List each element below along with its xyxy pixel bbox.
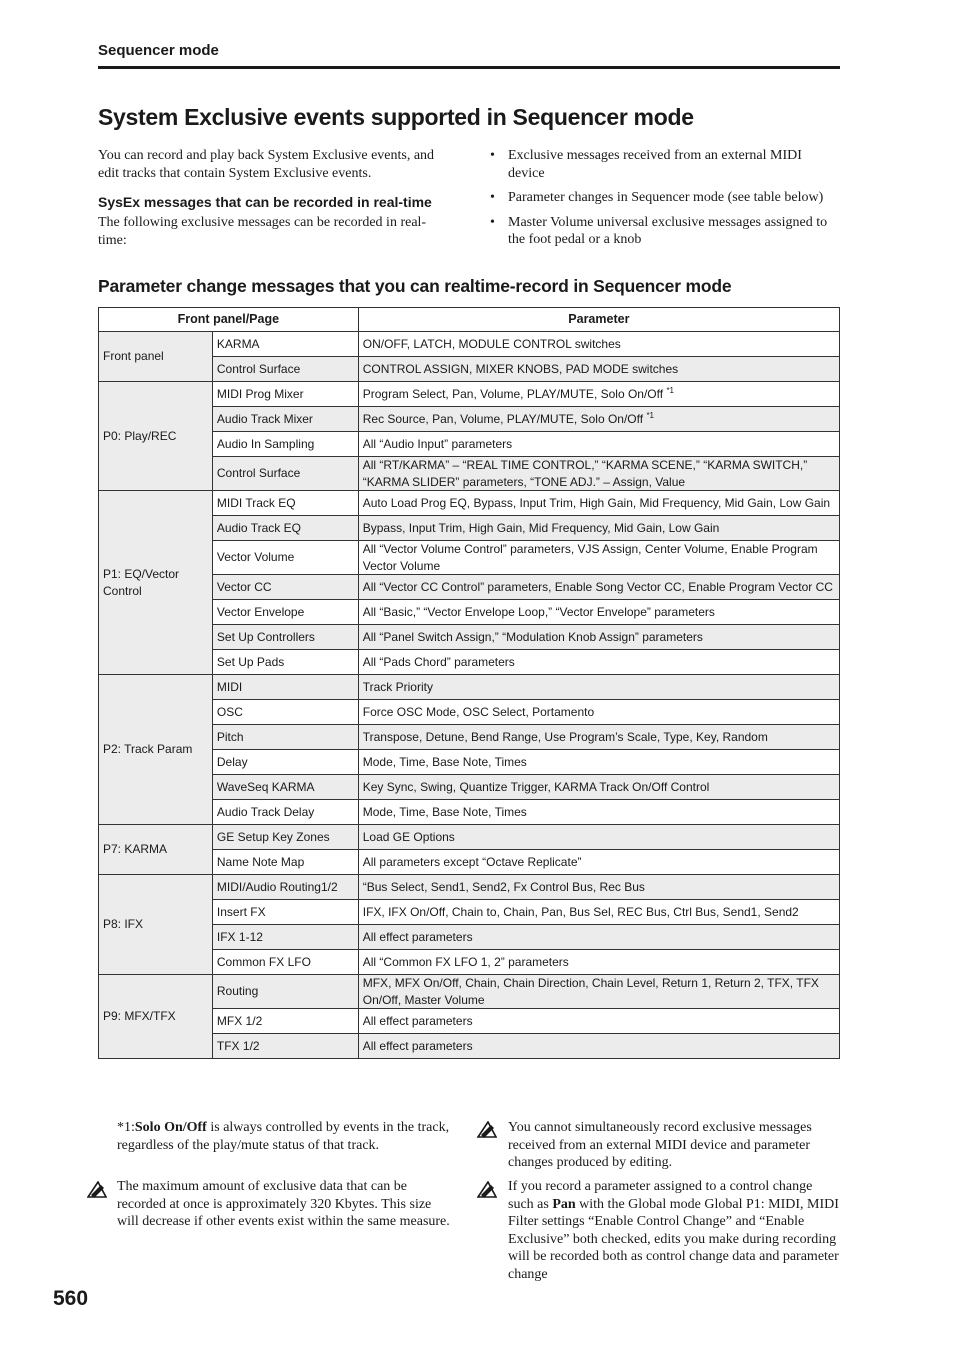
footnote-ref: *1 xyxy=(646,410,654,420)
parameter-text: ON/OFF, LATCH, MODULE CONTROL switches xyxy=(362,336,621,351)
parameter-cell xyxy=(358,925,839,950)
page-cell: Pitch xyxy=(212,725,358,750)
parameter-cell xyxy=(358,875,839,900)
parameter-cell xyxy=(358,775,839,800)
parameter-text: All effect parameters xyxy=(362,1038,473,1053)
page-cell: MFX 1/2 xyxy=(212,1009,358,1034)
parameter-text: Force OSC Mode, OSC Select, Portamento xyxy=(362,704,595,719)
bullet-item: • Exclusive messages received from an external MIDI device xyxy=(490,147,840,182)
footnote-mark: *1: xyxy=(117,1120,135,1135)
parameter-text: Load GE Options xyxy=(362,829,455,844)
note-text-bold: Pan xyxy=(552,1196,576,1212)
page-cell: Set Up Controllers xyxy=(212,625,358,650)
table-row xyxy=(99,382,840,407)
group-cell: P8: IFX xyxy=(99,875,213,975)
page-cell: Control Surface xyxy=(212,457,358,491)
parameter-cell xyxy=(358,1034,839,1059)
page-cell: Audio Track EQ xyxy=(212,516,358,541)
parameter-text: All “Vector CC Control” parameters, Enable Song Vector CC, Enable Program Vector CC xyxy=(362,579,833,594)
parameter-text: IFX, IFX On/Off, Chain to, Chain, Pan, Bus Sel, REC Bus, Ctrl Bus, Send1, Send2 xyxy=(362,904,799,919)
page-cell: MIDI xyxy=(212,675,358,700)
parameter-cell xyxy=(358,650,839,675)
group-cell: P7: KARMA xyxy=(99,825,213,875)
page-cell: Delay xyxy=(212,750,358,775)
parameter-cell xyxy=(358,407,839,432)
table-row xyxy=(99,975,840,1009)
group-cell: P9: MFX/TFX xyxy=(99,975,213,1059)
parameter-cell xyxy=(358,975,839,1009)
parameter-cell xyxy=(358,457,839,491)
parameter-text: Key Sync, Swing, Quantize Trigger, KARMA Track On/Off Control xyxy=(362,779,710,794)
parameter-cell xyxy=(358,575,839,600)
intro-subparagraph: The following exclusive messages can be recorded in real-time: xyxy=(98,215,427,248)
parameter-text: MFX, MFX On/Off, Chain, Chain Direction, Chain Level, Return 1, Return 2, TFX, TFX On/Off, Master Volume xyxy=(362,976,819,1007)
footnote-body: is always controlled by events in the track, regardless of the play/mute status of that track. xyxy=(117,1120,450,1153)
parameter-cell xyxy=(358,750,839,775)
parameter-cell xyxy=(358,332,839,357)
parameter-text: All “RT/KARMA” – “REAL TIME CONTROL,” “KARMA SCENE,” “KARMA SWITCH,” “KARMA SLIDER” parameters, “TONE ADJ.” – Assign, Value xyxy=(362,458,808,489)
parameter-text: Bypass, Input Trim, High Gain, Mid Frequency, Mid Gain, Low Gain xyxy=(362,520,720,535)
table-row xyxy=(99,675,840,700)
page-cell: WaveSeq KARMA xyxy=(212,775,358,800)
parameter-text: All parameters except “Octave Replicate” xyxy=(362,854,582,869)
page-cell: KARMA xyxy=(212,332,358,357)
table-row xyxy=(99,491,840,516)
parameter-cell xyxy=(358,825,839,850)
parameter-cell xyxy=(358,700,839,725)
group-cell: P1: EQ/Vector Control xyxy=(99,491,213,675)
parameter-text: Transpose, Detune, Bend Range, Use Program’s Scale, Type, Key, Random xyxy=(362,729,768,744)
parameter-text: All “Pads Chord” parameters xyxy=(362,654,515,669)
bullet-item: • Master Volume universal exclusive messages assigned to the foot pedal or a knob xyxy=(490,214,840,249)
pencil-caution-icon xyxy=(477,1121,497,1138)
intro-column xyxy=(98,147,453,249)
parameter-table xyxy=(98,307,840,1059)
page-cell: Audio Track Delay xyxy=(212,800,358,825)
page-cell: Vector CC xyxy=(212,575,358,600)
parameter-text: All “Panel Switch Assign,” “Modulation Knob Assign” parameters xyxy=(362,629,703,644)
parameter-text: Program Select, Pan, Volume, PLAY/MUTE, Solo On/Off xyxy=(362,386,664,401)
page-cell: Audio Track Mixer xyxy=(212,407,358,432)
bullet-item: • Parameter changes in Sequencer mode (see table below) xyxy=(490,189,840,207)
parameter-cell xyxy=(358,541,839,575)
parameter-text: Mode, Time, Base Note, Times xyxy=(362,754,527,769)
intro-subheading: SysEx messages that can be recorded in real-time xyxy=(98,194,432,210)
parameter-cell xyxy=(358,516,839,541)
parameter-text: CONTROL ASSIGN, MIXER KNOBS, PAD MODE switches xyxy=(362,361,679,376)
page-cell: Vector Volume xyxy=(212,541,358,575)
page-cell: GE Setup Key Zones xyxy=(212,825,358,850)
note-text: The maximum amount of exclusive data that can be recorded at once is approximately 320 Kbytes. This size will decrease if other events exist within the same measure. xyxy=(117,1179,450,1230)
table-header-row xyxy=(99,308,840,332)
parameter-text: Auto Load Prog EQ, Bypass, Input Trim, High Gain, Mid Frequency, Mid Gain, Low Gain xyxy=(362,495,831,510)
table-heading: Parameter change messages that you can realtime-record in Sequencer mode xyxy=(98,276,732,296)
footnote-ref: *1 xyxy=(666,385,674,395)
group-cell: P0: Play/REC xyxy=(99,382,213,491)
note-text: You cannot simultaneously record exclusive messages received from an external MIDI device and parameter changes produced by editing. xyxy=(508,1120,812,1171)
table-row xyxy=(99,875,840,900)
bullet-list xyxy=(490,147,840,256)
footnote-text xyxy=(117,1119,452,1154)
parameter-text: All effect parameters xyxy=(362,1013,473,1028)
footnote-term: Solo On/Off xyxy=(134,1120,207,1135)
page-cell: MIDI Prog Mixer xyxy=(212,382,358,407)
page-cell: Control Surface xyxy=(212,357,358,382)
page-cell: OSC xyxy=(212,700,358,725)
table-row xyxy=(99,825,840,850)
parameter-text: Track Priority xyxy=(362,679,433,694)
parameter-text: “Bus Select, Send1, Send2, Fx Control Bus, Rec Bus xyxy=(362,879,645,894)
group-cell: Front panel xyxy=(99,332,213,382)
parameter-cell xyxy=(358,800,839,825)
note-simultaneous-recording xyxy=(508,1119,840,1172)
page-title: System Exclusive events supported in Sequencer mode xyxy=(98,104,694,130)
page-cell: Insert FX xyxy=(212,900,358,925)
page-cell: MIDI Track EQ xyxy=(212,491,358,516)
parameter-text: All “Common FX LFO 1, 2” parameters xyxy=(362,954,569,969)
page-cell: Routing xyxy=(212,975,358,1009)
note-text-pre: If you record a parameter assigned to a control change such as xyxy=(508,1179,813,1212)
table-body xyxy=(99,332,840,1059)
note-text-post: with the Global mode Global P1: MIDI, MIDI Filter settings “Enable Control Change” and “Enable Exclusive” both checked, edits you make during recording will be recorded both as control change data and parameter change xyxy=(508,1196,839,1282)
note-text xyxy=(508,1178,840,1284)
pencil-caution-icon xyxy=(477,1181,497,1198)
page-cell: Audio In Sampling xyxy=(212,432,358,457)
page-cell: IFX 1-12 xyxy=(212,925,358,950)
column-header-page: Front panel/Page xyxy=(99,308,359,332)
parameter-cell xyxy=(358,1009,839,1034)
parameter-cell xyxy=(358,491,839,516)
parameter-cell xyxy=(358,625,839,650)
page-number: 560 xyxy=(53,1287,89,1310)
page-cell: TFX 1/2 xyxy=(212,1034,358,1059)
note-max-exclusive-data xyxy=(117,1178,452,1231)
parameter-cell xyxy=(358,950,839,975)
footnote xyxy=(117,1119,452,1154)
page-cell: Common FX LFO xyxy=(212,950,358,975)
group-cell: P2: Track Param xyxy=(99,675,213,825)
page-cell: MIDI/Audio Routing1/2 xyxy=(212,875,358,900)
parameter-text: Mode, Time, Base Note, Times xyxy=(362,804,527,819)
page-cell: Set Up Pads xyxy=(212,650,358,675)
parameter-cell xyxy=(358,850,839,875)
note-control-change-recording xyxy=(508,1178,840,1284)
page-cell: Name Note Map xyxy=(212,850,358,875)
column-header-parameter: Parameter xyxy=(358,308,839,332)
page-cell: Vector Envelope xyxy=(212,600,358,625)
parameter-text: Rec Source, Pan, Volume, PLAY/MUTE, Solo On/Off xyxy=(362,411,644,426)
parameter-cell xyxy=(358,382,839,407)
parameter-text: All “Basic,” “Vector Envelope Loop,” “Vector Envelope” parameters xyxy=(362,604,715,619)
parameter-cell xyxy=(358,725,839,750)
parameter-cell xyxy=(358,432,839,457)
parameter-text: All “Audio Input” parameters xyxy=(362,436,513,451)
parameter-cell xyxy=(358,357,839,382)
parameter-cell xyxy=(358,675,839,700)
intro-paragraph: You can record and play back System Exclusive events, and edit tracks that contain System Exclusive events. xyxy=(98,148,435,181)
section-header: Sequencer mode xyxy=(98,42,219,59)
parameter-cell xyxy=(358,600,839,625)
pencil-caution-icon xyxy=(87,1181,107,1198)
parameter-text: All effect parameters xyxy=(362,929,473,944)
table-row xyxy=(99,332,840,357)
parameter-cell xyxy=(358,900,839,925)
parameter-text: All “Vector Volume Control” parameters, VJS Assign, Center Volume, Enable Program Vector Volume xyxy=(362,542,818,573)
header-rule xyxy=(98,66,840,69)
